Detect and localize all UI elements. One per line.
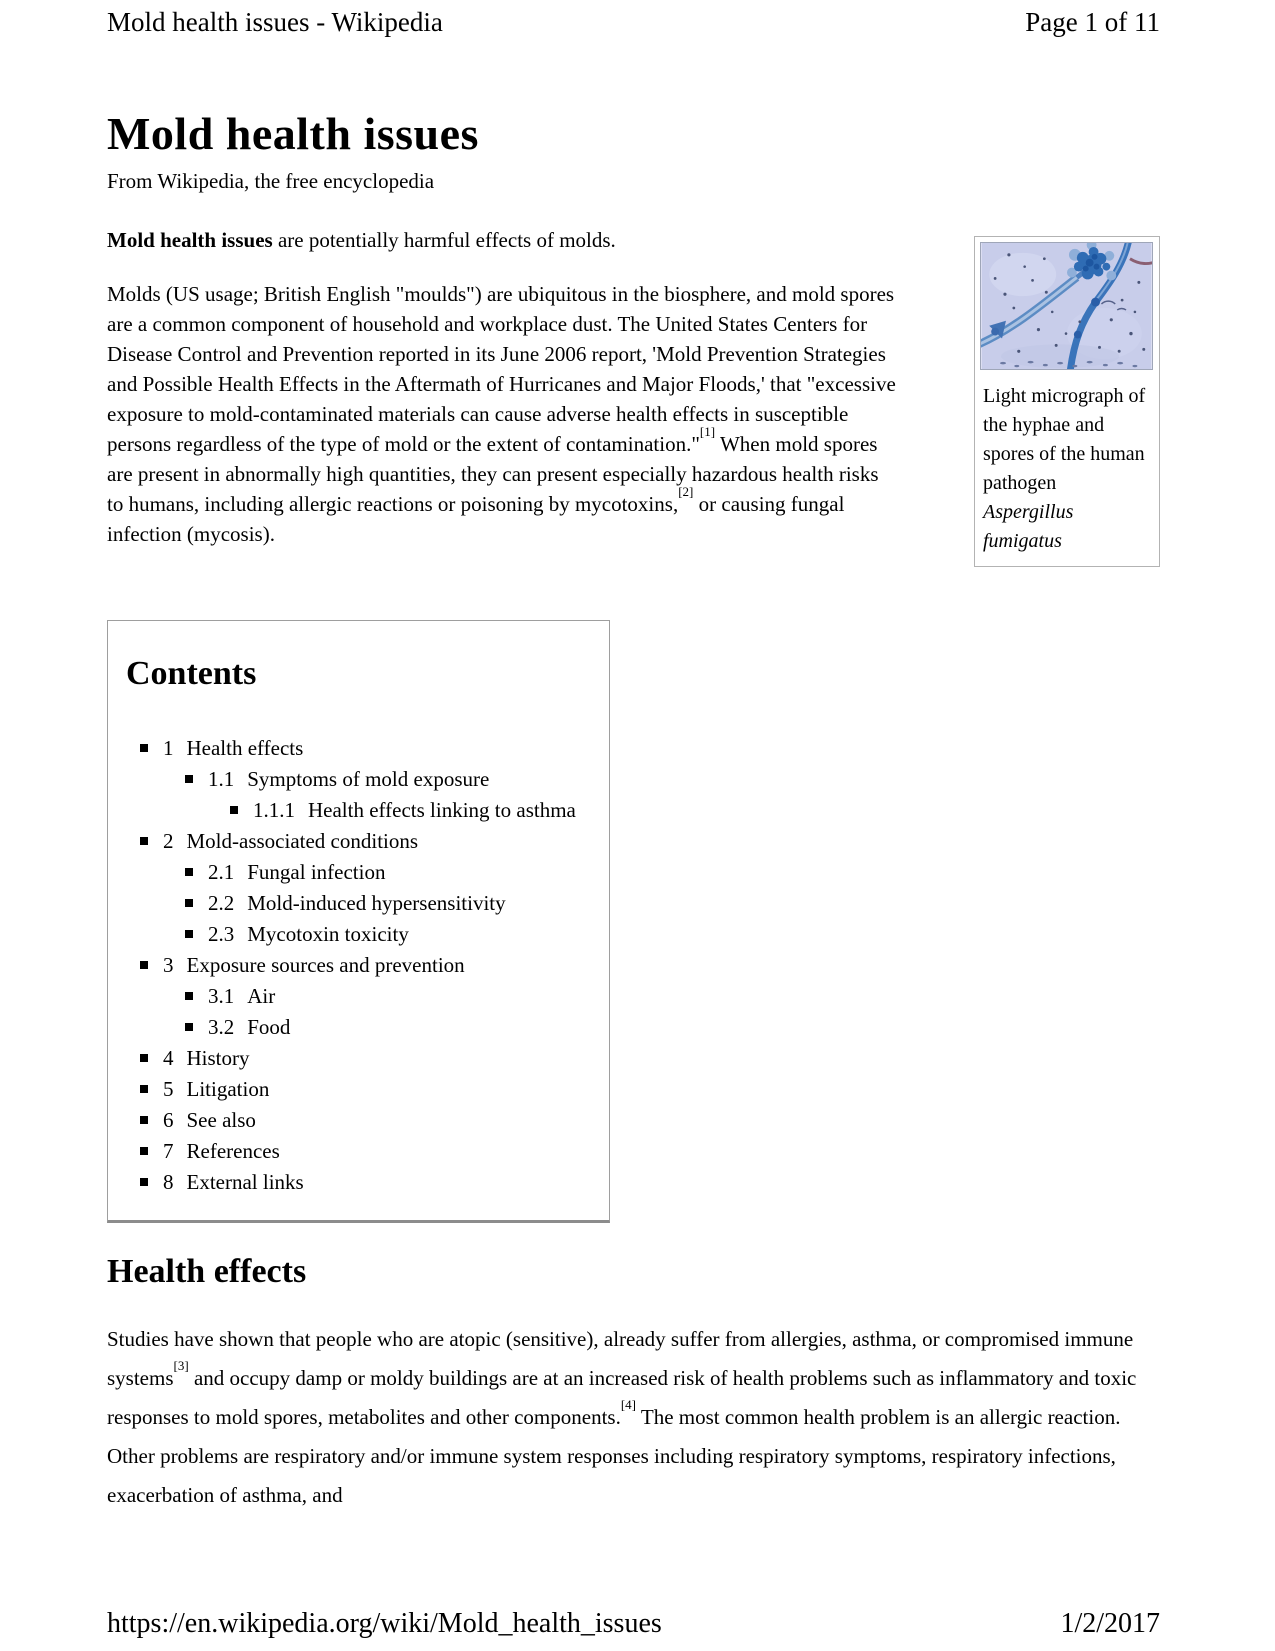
square-bullet-icon [140, 1054, 148, 1062]
toc-item-number: 2.1 [208, 860, 235, 884]
square-bullet-icon [140, 1178, 148, 1186]
toc-item-label: Food [247, 1015, 291, 1039]
square-bullet-icon [140, 1116, 148, 1124]
square-bullet-icon [140, 961, 148, 969]
square-bullet-icon [230, 806, 238, 814]
toc-item-number: 3 [163, 953, 174, 977]
intro-section [107, 226, 1160, 567]
toc-item-label: History [186, 1046, 250, 1070]
toc-item[interactable] [140, 1167, 595, 1198]
toc-item-number: 3.2 [208, 1015, 235, 1039]
toc-item-label: Fungal infection [247, 860, 386, 884]
toc-item-label: References [186, 1139, 280, 1163]
toc-item-label: Air [247, 984, 276, 1008]
toc-item[interactable] [140, 1074, 595, 1105]
toc-item-label: Mold-induced hypersensitivity [247, 891, 506, 915]
toc-item[interactable] [185, 857, 595, 888]
section-heading-health-effects: Health effects [107, 1253, 307, 1290]
toc-item-number: 4 [163, 1046, 174, 1070]
square-bullet-icon [185, 1023, 193, 1031]
toc-item[interactable] [140, 1105, 595, 1136]
toc-item-number: 7 [163, 1139, 174, 1163]
header-page-indicator: Page 1 of 11 [1025, 7, 1160, 37]
toc-item-label: Mold-associated conditions [186, 829, 419, 853]
print-footer [107, 1606, 1160, 1642]
toc-list [122, 733, 595, 1198]
article-title-block [107, 108, 1160, 195]
toc-item-label: See also [186, 1108, 256, 1132]
toc-item-label: External links [186, 1170, 304, 1194]
reference-superscript[interactable]: [1] [699, 423, 716, 439]
toc-item[interactable] [185, 1012, 595, 1043]
toc-item-label: Health effects [186, 736, 304, 760]
square-bullet-icon [140, 744, 148, 752]
toc-item-number: 3.1 [208, 984, 235, 1008]
square-bullet-icon [185, 992, 193, 1000]
lead-paragraph: Mold health issues are potentially harmful effects of molds. [107, 228, 616, 252]
figure-thumbnail [974, 236, 1160, 567]
intro-paragraph: Molds (US usage; British English "moulds") are ubiquitous in the biosphere, and mold spores are a common component of household and workplace dust. The United States Centers for Disease Control and Prevention reported in its June 2006 report, 'Mold Prevention Strategies and Possible Health Effects in the Aftermath of Hurricanes and Major Floods,' that "excessive exposure to mold-contaminated materials can cause adverse health effects in susceptible persons regardless of the type of mold or the extent of contamination."[1] When mold spores are present in abnormally high quantities, they can present especially hazardous health risks to humans, including allergic reactions or poisoning by mycotoxins,[2] or causing fungal infection (mycosis). [107, 282, 896, 546]
toc-item[interactable] [140, 1043, 595, 1074]
square-bullet-icon [185, 930, 193, 938]
toc-item[interactable] [185, 981, 595, 1012]
toc-item[interactable] [140, 950, 595, 981]
toc-item[interactable] [185, 764, 595, 795]
toc-item[interactable] [185, 888, 595, 919]
intro-text-column [107, 226, 899, 549]
toc-item-label: Litigation [186, 1077, 270, 1101]
figure-caption: Light micrograph of the hyphae and spores of the human pathogen Aspergillus fumigatus [983, 385, 1146, 552]
toc-item-number: 8 [163, 1170, 174, 1194]
toc-item[interactable] [140, 1136, 595, 1167]
article-title: Mold health issues [107, 108, 479, 159]
toc-item-label: Exposure sources and prevention [186, 953, 465, 977]
square-bullet-icon [185, 868, 193, 876]
toc-title: Contents [126, 655, 257, 692]
square-bullet-icon [140, 1147, 148, 1155]
toc-item[interactable] [140, 826, 595, 857]
reference-superscript[interactable]: [3] [173, 1357, 189, 1373]
toc-item-number: 2 [163, 829, 174, 853]
toc-item-number: 5 [163, 1077, 174, 1101]
toc-item-number: 1.1 [208, 767, 235, 791]
toc-item-label: Symptoms of mold exposure [247, 767, 490, 791]
toc-item-label: Mycotoxin toxicity [247, 922, 409, 946]
footer-url-link[interactable]: https://en.wikipedia.org/wiki/Mold_health_issues [107, 1608, 662, 1639]
print-header [107, 5, 1160, 39]
square-bullet-icon [140, 1085, 148, 1093]
toc-item[interactable] [185, 919, 595, 950]
table-of-contents [107, 620, 610, 1223]
reference-superscript[interactable]: [4] [620, 1396, 637, 1412]
footer-date: 1/2/2017 [1060, 1608, 1160, 1639]
health-effects-paragraph: Studies have shown that people who are atopic (sensitive), already suffer from allergies, asthma, or compromised immune systems[3] and occupy damp or moldy buildings are at an increased risk of health problems such as inflammatory and toxic responses to mold spores, metabolites and other components.[4] The most common health problem is an allergic reaction. Other problems are respiratory and/or immune system responses including respiratory symptoms, respiratory infections, exacerbation of asthma, and [107, 1327, 1137, 1507]
toc-item[interactable] [230, 795, 595, 826]
toc-item-number: 2.3 [208, 922, 235, 946]
toc-item-label: Health effects linking to asthma [308, 798, 576, 822]
micrograph-image [980, 242, 1153, 370]
square-bullet-icon [185, 775, 193, 783]
header-document-title: Mold health issues - Wikipedia [107, 7, 443, 37]
square-bullet-icon [140, 837, 148, 845]
toc-item[interactable] [140, 733, 595, 764]
toc-item-number: 1.1.1 [253, 798, 295, 822]
toc-item-number: 6 [163, 1108, 174, 1132]
article-subtitle: From Wikipedia, the free encyclopedia [107, 169, 435, 193]
square-bullet-icon [185, 899, 193, 907]
toc-item-number: 1 [163, 736, 174, 760]
toc-item-number: 2.2 [208, 891, 235, 915]
reference-superscript[interactable]: [2] [678, 483, 694, 499]
